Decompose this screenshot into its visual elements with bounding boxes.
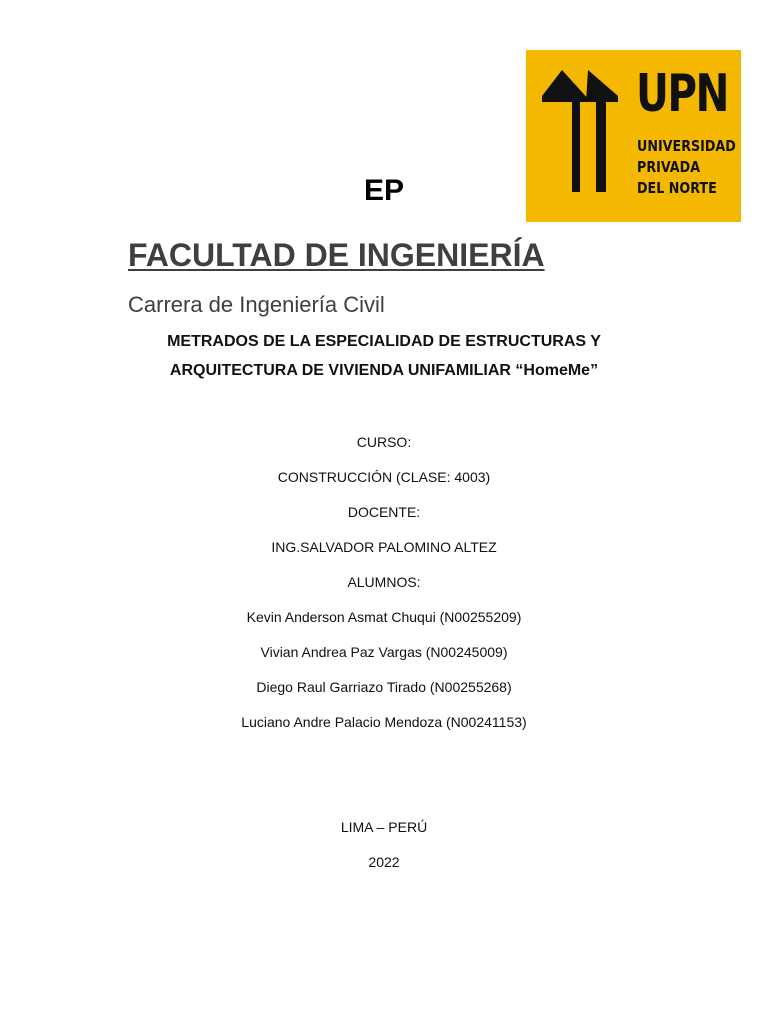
ep-heading: EP [363,174,405,207]
course-label: CURSO: [356,434,412,450]
title-line-1: METRADOS DE LA ESPECIALIDAD DE ESTRUCTURAS Y [167,333,601,350]
document-title [0,327,768,385]
student-item: Vivian Andrea Paz Vargas (N00245009) [260,644,508,660]
student-item: Luciano Andre Palacio Mendoza (N00241153) [241,714,527,730]
course-value: CONSTRUCCIÓN (CLASE: 4003) [277,469,491,485]
career-subtitle: Carrera de Ingeniería Civil [128,292,385,317]
logo-brand: UPN [636,64,728,124]
faculty-title: FACULTAD DE INGENIERÍA [128,237,545,273]
logo-line: UNIVERSIDAD [637,137,736,155]
footer [0,817,768,887]
title-line-2: ARQUITECTURA DE VIVIENDA UNIFAMILIAR “HomeMe” [169,362,599,379]
teacher-label: DOCENTE: [347,504,421,520]
year: 2022 [368,854,400,870]
student-item: Kevin Anderson Asmat Chuqui (N00255209) [246,609,522,625]
place: LIMA – PERÚ [340,819,428,835]
teacher-value: ING.SALVADOR PALOMINO ALTEZ [271,539,497,555]
students-label: ALUMNOS: [347,574,421,590]
course-info [0,432,768,747]
logo-line: PRIVADA [637,158,701,176]
student-item: Diego Raul Garriazo Tirado (N00255268) [256,679,512,695]
logo-line: DEL NORTE [637,179,717,197]
